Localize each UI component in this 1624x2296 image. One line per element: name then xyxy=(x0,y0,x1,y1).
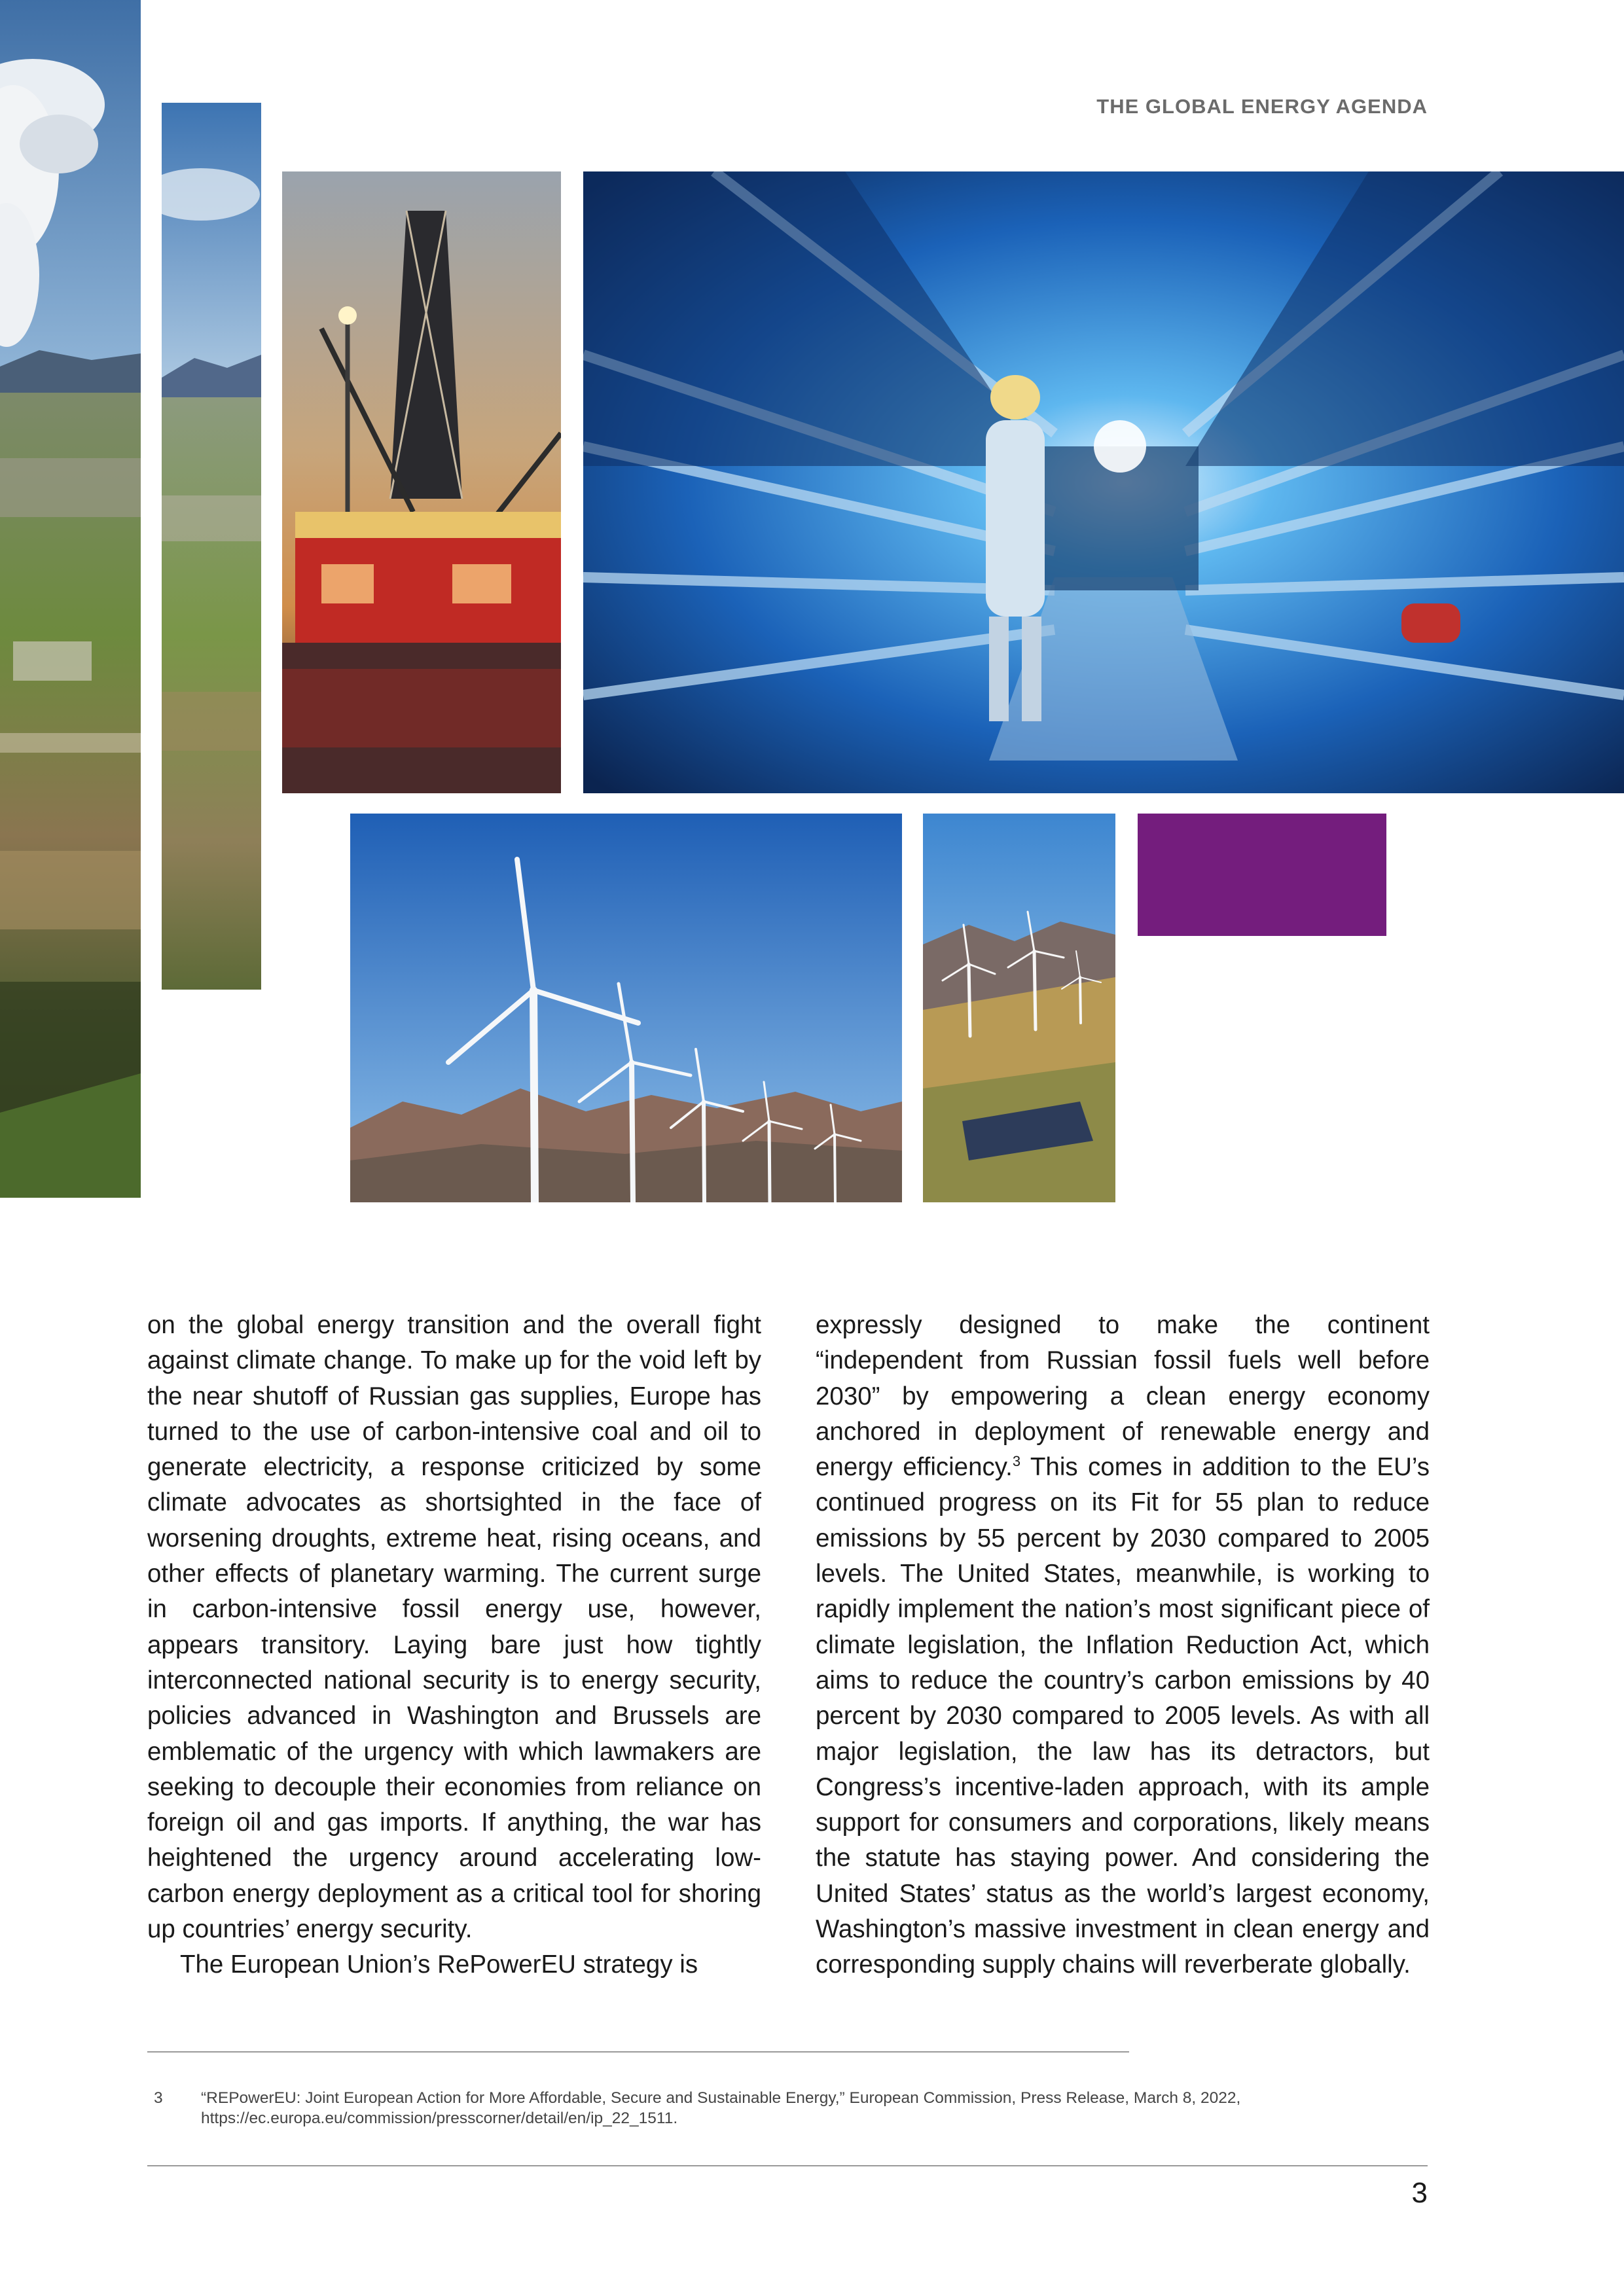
landscape-strip-photo xyxy=(162,103,261,990)
aerial-landscape-photo xyxy=(0,0,141,1198)
wind-solar-photo xyxy=(923,814,1115,1202)
body-paragraph: The European Union’s RePowerEU strategy is xyxy=(180,1950,698,1979)
body-column-left xyxy=(147,1308,761,1983)
oil-rig-photo xyxy=(282,171,561,793)
footnote-reference[interactable]: 3 xyxy=(1012,1453,1021,1470)
wind-turbines-photo xyxy=(350,814,902,1202)
body-column-right xyxy=(816,1308,1430,1983)
accent-color-block xyxy=(1138,814,1386,936)
page-footer-divider xyxy=(147,2165,1428,2166)
footnote-divider xyxy=(147,2051,1129,2053)
running-header: THE GLOBAL ENERGY AGENDA xyxy=(1096,95,1428,118)
body-paragraph xyxy=(816,1308,1430,1983)
footnote-text: “REPowerEU: Joint European Action for More Affordable, Secure and Sustainable Energy,” European Commission, Press Release, March 8, 2022, https://ec.europa.eu/commission/presscorner/detail/en/ip_22_1511. xyxy=(201,2089,1241,2127)
body-paragraph: on the global energy transition and the overall fight against climate change. To make up for the void left by the near shutoff of Russian gas supplies, Europe has turned to the use of carbon-intensive coal and oil to generate electricity, a response criticized by some climate advocates as shortsighted in the face of worsening droughts, extreme heat, rising oceans, and other effects of planetary warming. The current surge in carbon-intensive fossil energy use, however, appears transitory. Laying bare just how tightly interconnected national security is to energy security, policies advanced in Washington and Brussels are emblematic of the urgency with which lawmakers are seeking to decouple their economies from reliance on foreign oil and gas imports. If anything, the war has heightened the urgency around accelerating low-carbon energy deployment as a critical tool for shoring up countries’ energy security. xyxy=(147,1311,761,1944)
footnote-number: 3 xyxy=(154,2089,163,2107)
body-text: This comes in addition to the EU’s continued progress on its Fit for 55 plan to reduce emissions by 55 percent by 2030 compared to 2005 levels. The United States, meanwhile, is working to rapidly implement the nation’s most significant piece of climate legislation, the Inflation Reduction Act, which aims to reduce the country’s carbon emissions by 40 percent by 2030 compared to 2005 levels. As with all major legislation, the law has its detractors, but Congress’s incentive-laden approach, with its ample support for consumers and corporations, likely means the statute has staying power. And considering the United States’ status as the world’s largest economy, Washington’s massive investment in clean energy and corresponding supply chains will reverberate globally. xyxy=(816,1453,1430,1979)
page-number: 3 xyxy=(1411,2177,1428,2209)
body-text: expressly designed to make the continent “independent from Russian fossil fuels well before 2030” by empowering a clean energy economy anchored in deployment of renewable energy and energy efficiency. xyxy=(816,1311,1430,1482)
laser-facility-photo xyxy=(583,171,1624,793)
